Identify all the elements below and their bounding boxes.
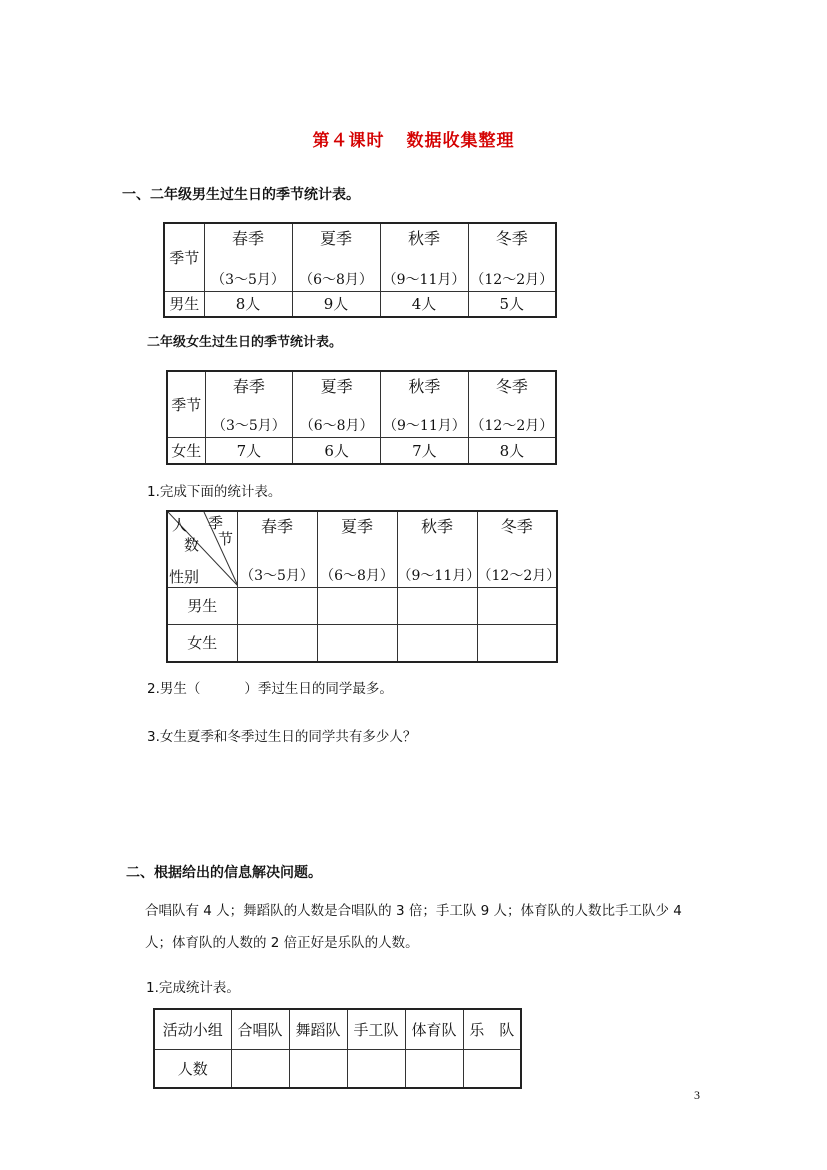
answer-cell[interactable] xyxy=(477,624,557,662)
corner-label-season: 季 xyxy=(208,514,224,532)
answer-cell[interactable] xyxy=(463,1049,521,1088)
value-cell: 7人 xyxy=(205,437,293,464)
answer-cell[interactable] xyxy=(317,587,397,624)
season-cell: 夏季 （6～8月） xyxy=(292,223,380,291)
blank-season-table xyxy=(166,510,561,663)
row-label: 女生 xyxy=(167,624,237,662)
answer-cell[interactable] xyxy=(237,587,317,624)
row-label: 男生 xyxy=(167,587,237,624)
header-cell: 体育队 xyxy=(405,1009,463,1049)
answer-cell[interactable] xyxy=(231,1049,289,1088)
value-cell: 4人 xyxy=(380,291,468,317)
header-cell: 活动小组 xyxy=(154,1009,231,1049)
answer-cell[interactable] xyxy=(397,624,477,662)
section2-question-1: 1.完成统计表。 xyxy=(146,980,240,996)
season-cell: 夏季 （6～8月） xyxy=(293,371,381,437)
activity-table xyxy=(153,1008,522,1089)
season-cell: 秋季 （9～11月） xyxy=(381,371,469,437)
value-cell: 7人 xyxy=(381,437,469,464)
answer-cell[interactable] xyxy=(347,1049,405,1088)
answer-cell[interactable] xyxy=(289,1049,347,1088)
season-cell: 春季 （3～5月） xyxy=(204,223,292,291)
answer-cell[interactable] xyxy=(397,587,477,624)
season-cell: 春季 （3～5月） xyxy=(205,371,293,437)
answer-cell[interactable] xyxy=(477,587,557,624)
season-cell: 春季 （3～5月） xyxy=(237,511,317,587)
section2-heading: 二、根据给出的信息解决问题。 xyxy=(126,865,322,881)
row-label: 男生 xyxy=(164,291,204,317)
header-cell: 手工队 xyxy=(347,1009,405,1049)
paragraph-line: 人；体育队的人数的 2 倍正好是乐队的人数。 xyxy=(145,935,419,951)
question-3: 3.女生夏季和冬季过生日的同学共有多少人？ xyxy=(147,729,417,745)
value-cell: 9人 xyxy=(292,291,380,317)
season-cell: 秋季 （9～11月） xyxy=(380,223,468,291)
season-cell: 秋季 （9～11月） xyxy=(397,511,477,587)
page-number: 3 xyxy=(694,1088,700,1102)
value-cell: 8人 xyxy=(204,291,292,317)
row-label: 人数 xyxy=(154,1049,231,1088)
corner-label-gender: 性别 xyxy=(169,568,200,586)
season-cell: 冬季 （12～2月） xyxy=(477,511,557,587)
section1-heading: 一、二年级男生过生日的季节统计表。 xyxy=(122,187,360,203)
row-label: 女生 xyxy=(167,437,205,464)
boys-season-table xyxy=(163,222,557,318)
answer-cell[interactable] xyxy=(237,624,317,662)
question-1: 1.完成下面的统计表。 xyxy=(147,484,282,500)
header-cell: 舞蹈队 xyxy=(289,1009,347,1049)
page-title xyxy=(0,126,827,151)
header-label: 季节 xyxy=(167,371,205,437)
problem-paragraph xyxy=(145,895,705,959)
girls-season-table xyxy=(166,370,557,465)
answer-cell[interactable] xyxy=(317,624,397,662)
value-cell: 5人 xyxy=(468,291,556,317)
season-cell: 冬季 （12～2月） xyxy=(468,223,556,291)
season-cell: 夏季 （6～8月） xyxy=(317,511,397,587)
season-cell: 冬季 （12～2月） xyxy=(468,371,556,437)
header-cell: 乐 队 xyxy=(463,1009,521,1049)
paragraph-line: 合唱队有 4 人；舞蹈队的人数是合唱队的 3 倍；手工队 9 人；体育队的人数比手工队少 4 xyxy=(145,903,682,919)
corner-label-season-2: 节 xyxy=(218,530,234,548)
question-2: 2.男生（ ）季过生日的同学最多。 xyxy=(147,681,393,697)
diagonal-header-cell xyxy=(167,511,237,587)
header-cell: 合唱队 xyxy=(231,1009,289,1049)
lesson-topic: 数据收集整理 xyxy=(406,131,515,151)
lesson-number: 第４课时 xyxy=(312,131,385,151)
girls-table-caption: 二年级女生过生日的季节统计表。 xyxy=(147,335,343,350)
header-label: 季节 xyxy=(164,223,204,291)
value-cell: 8人 xyxy=(468,437,556,464)
corner-label-count: 人 xyxy=(172,516,188,534)
answer-cell[interactable] xyxy=(405,1049,463,1088)
value-cell: 6人 xyxy=(293,437,381,464)
corner-label-count-2: 数 xyxy=(184,536,200,554)
